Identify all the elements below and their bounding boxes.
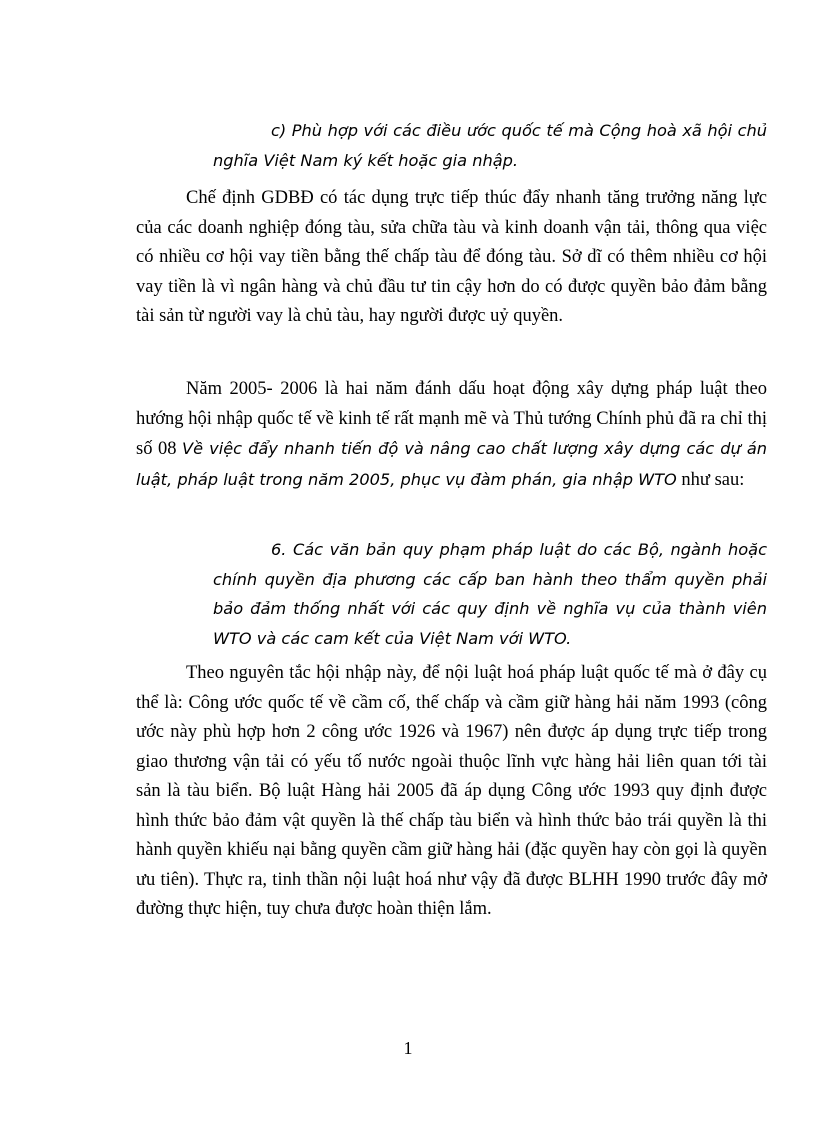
- quote-block-1: [213, 116, 767, 175]
- quote-text-1: c) Phù hợp với các điều ước quốc tế mà Cộng hoà xã hội chủ nghĩa Việt Nam ký kết hoặc gia nhập.: [213, 121, 767, 170]
- page-number: 1: [403, 1038, 413, 1058]
- paragraph-3: Theo nguyên tắc hội nhập này, để nội luật hoá pháp luật quốc tế mà ở đây cụ thể là: Công ước quốc tế về cầm cố, thế chấp và cầm giữ hàng hải năm 1993 (công ước này phù hợp hơn 2 công ước 1926 và 1967) nên được áp dụng trực tiếp trong giao thương vận tải có yếu tố nước ngoài thuộc lĩnh vực hàng hải liên quan tới tài sản là tàu biển. Bộ luật Hàng hải 2005 đã áp dụng Công ước 1993 quy định được hình thức bảo đảm vật quyền là thế chấp tàu biển và hình thức bảo trái quyền là thi hành quyền khiếu nại bằng quyền cầm giữ hàng hải (đặc quyền hay còn gọi là quyền ưu tiên). Thực ra, tinh thần nội luật hoá như vậy đã được BLHH 1990 trước đây mở đường thực hiện, tuy chưa được hoàn thiện lắm.: [136, 663, 767, 919]
- paragraph-1: Chế định GDBĐ có tác dụng trực tiếp thúc đẩy nhanh tăng trưởng năng lực của các doanh nghiệp đóng tàu, sửa chữa tàu và kinh doanh vận tải, thông qua việc có nhiều cơ hội vay tiền bằng thế chấp tàu để đóng tàu. Sở dĩ có thêm nhiều cơ hội vay tiền là vì ngân hàng và chủ đầu tư tin cậy hơn do có được quyền bảo đảm bằng tài sản từ người vay là chủ tàu, hay người được uỷ quyền.: [136, 188, 767, 326]
- quote-text-2: 6. Các văn bản quy phạm pháp luật do các Bộ, ngành hoặc chính quyền địa phương các cấp ban hành theo thẩm quyền phải bảo đảm thống nhất với các quy định về nghĩa vụ của thành viên WTO và các cam kết của Việt Nam với WTO.: [213, 540, 767, 648]
- quote-block-2: [213, 535, 767, 653]
- paragraph-2: [136, 375, 767, 495]
- paragraph-2-start: Năm 2005- 2006 là hai năm đánh dấu hoạt động xây dựng pháp luật theo hướng hội nhập quốc tế về kinh tế rất mạnh mẽ và Thủ tướng Chính phủ đã ra chỉ thị số 08: [136, 379, 767, 459]
- paragraph-2-end: như sau:: [676, 469, 745, 490]
- directive-title: Về việc đẩy nhanh tiến độ và nâng cao chất lượng xây dựng các dự án luật, pháp luật trong năm 2005, phục vụ đàm phán, gia nhập WTO: [136, 439, 768, 489]
